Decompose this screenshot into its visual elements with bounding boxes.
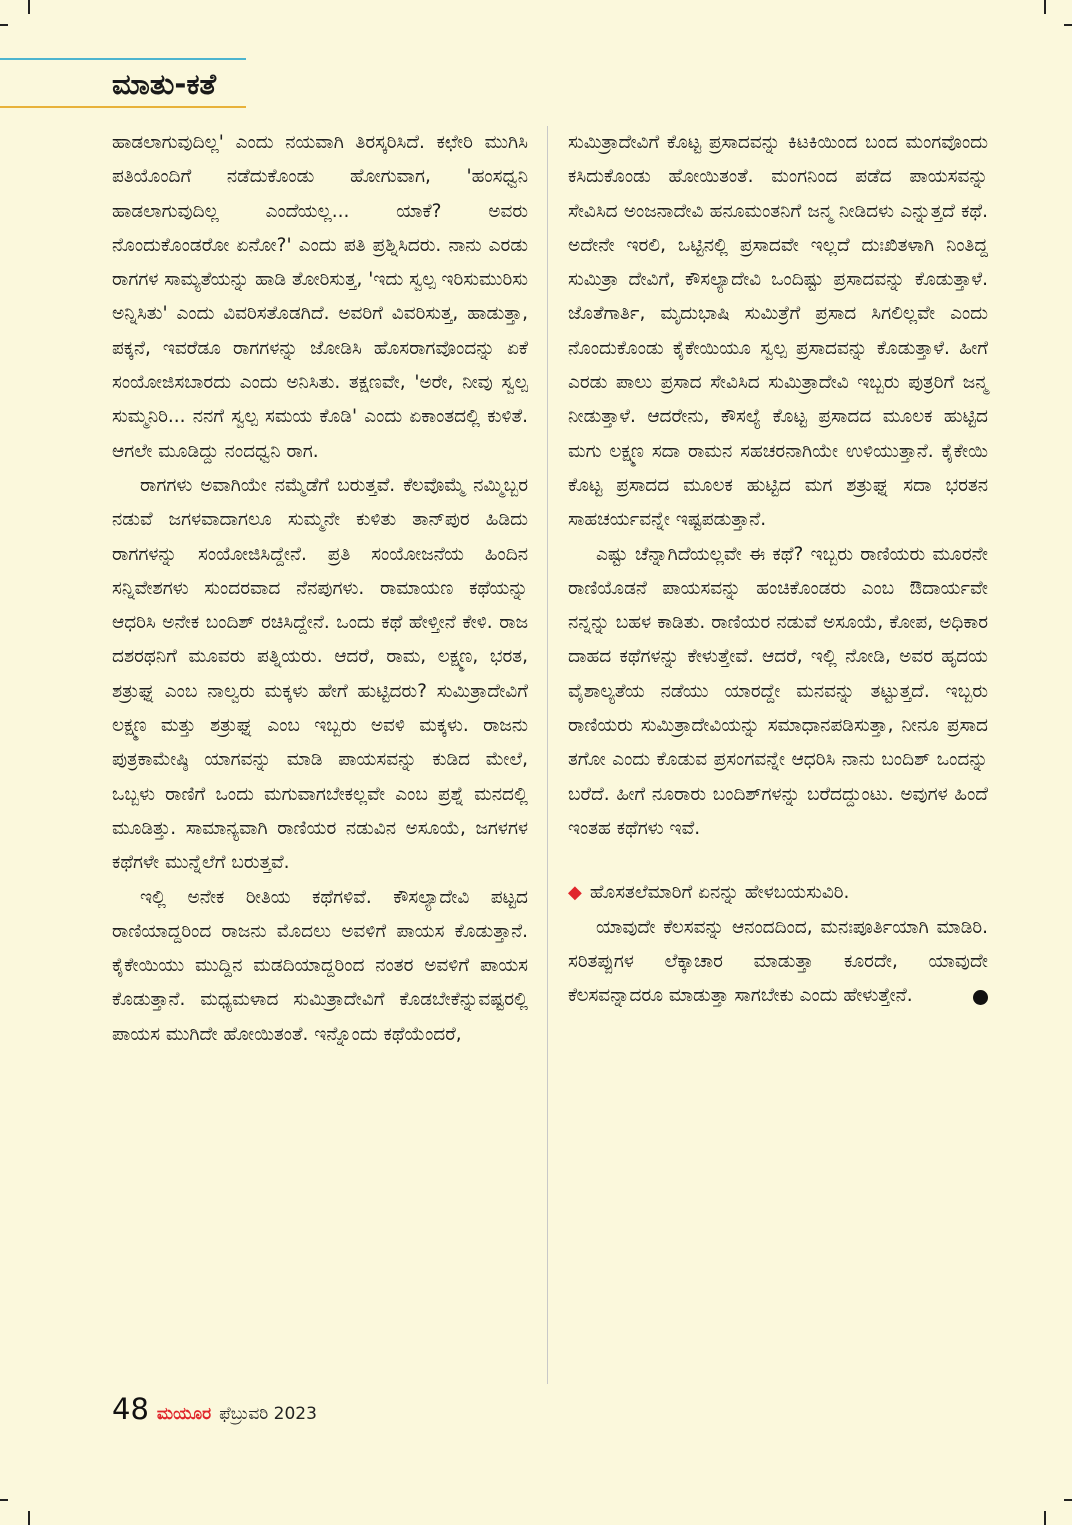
- interview-answer: [568, 911, 988, 1014]
- column-divider: [547, 126, 548, 1384]
- paragraph: ಎಷ್ಟು ಚೆನ್ನಾಗಿದೆಯಲ್ಲವೇ ಈ ಕಥೆ? ಇಬ್ಬರು ರಾಣಿಯರು ಮೂರನೇ ರಾಣಿಯೊಡನೆ ಪಾಯಸವನ್ನು ಹಂಚಿಕೊಂಡರು ಎಂಬ ಔದಾರ್ಯವೇ ನನ್ನನ್ನು ಬಹಳ ಕಾಡಿತು. ರಾಣಿಯರ ನಡುವೆ ಅಸೂಯೆ, ಕೋಪ, ಅಧಿಕಾರ ದಾಹದ ಕಥೆಗಳನ್ನು ಕೇಳುತ್ತೇವೆ. ಆದರೆ, ಇಲ್ಲಿ ನೋಡಿ, ಅವರ ಹೃದಯ ವೈಶಾಲ್ಯತೆಯ ನಡೆಯು ಯಾರದ್ದೇ ಮನವನ್ನು ತಟ್ಟುತ್ತದೆ. ಇಬ್ಬರು ರಾಣಿಯರು ಸುಮಿತ್ರಾದೇವಿಯನ್ನು ಸಮಾಧಾನಪಡಿಸುತ್ತಾ, ನೀನೂ ಪ್ರಸಾದ ತಗೋ ಎಂದು ಕೊಡುವ ಪ್ರಸಂಗವನ್ನೇ ಆಧರಿಸಿ ನಾನು ಬಂದಿಶ್ ಒಂದನ್ನು ಬರೆದೆ. ಹೀಗೆ ನೂರಾರು ಬಂದಿಶ್‌ಗಳನ್ನು ಬರೆದದ್ದುಂಟು. ಅವುಗಳ ಹಿಂದೆ ಇಂತಹ ಕಥೆಗಳು ಇವೆ.: [568, 543, 988, 839]
- header-top-rule: [0, 58, 246, 60]
- issue-date: ಫೆಬ್ರುವರಿ 2023: [219, 1404, 317, 1424]
- interview-question: [568, 876, 988, 910]
- crop-mark: [28, 1511, 30, 1525]
- crop-mark: [0, 1499, 8, 1501]
- crop-mark: [0, 24, 8, 26]
- answer-text: ಯಾವುದೇ ಕೆಲಸವನ್ನು ಆನಂದದಿಂದ, ಮನಃಪೂರ್ತಿಯಾಗಿ ಮಾಡಿರಿ. ಸರಿತಪ್ಪುಗಳ ಲೆಕ್ಕಾಚಾರ ಮಾಡುತ್ತಾ ಕೂರದೇ, ಯಾವುದೇ ಕೆಲಸವನ್ನಾದರೂ ಮಾಡುತ್ತಾ ಸಾಗಬೇಕು ಎಂದು ಹೇಳುತ್ತೇನೆ.: [568, 916, 988, 1007]
- magazine-logo: ಮಯೂರ: [156, 1404, 212, 1424]
- question-text: ಹೊಸತಲೆಮಾರಿಗೆ ಏನನ್ನು ಹೇಳಬಯಸುವಿರಿ.: [589, 882, 850, 904]
- page-number: 48: [112, 1392, 149, 1426]
- paragraph: ಇಲ್ಲಿ ಅನೇಕ ರೀತಿಯ ಕಥೆಗಳಿವೆ. ಕೌಸಲ್ಯಾದೇವಿ ಪಟ್ಟದ ರಾಣಿಯಾದ್ದರಿಂದ ರಾಜನು ಮೊದಲು ಅವಳಿಗೆ ಪಾಯಸ ಕೊಡುತ್ತಾನೆ. ಕೈಕೇಯಿಯು ಮುದ್ದಿನ ಮಡದಿಯಾದ್ದರಿಂದ ನಂತರ ಅವಳಿಗೆ ಪಾಯಸ ಕೊಡುತ್ತಾನೆ. ಮಧ್ಯಮಳಾದ ಸುಮಿತ್ರಾದೇವಿಗೆ ಕೊಡಬೇಕೆನ್ನುವಷ್ಟರಲ್ಲಿ ಪಾಯಸ ಮುಗಿದೇ ಹೋಯಿತಂತೆ. ಇನ್ನೊಂದು ಕಥೆಯೆಂದರೆ,: [112, 886, 528, 1045]
- crop-mark: [28, 0, 30, 14]
- paragraph: ಸುಮಿತ್ರಾದೇವಿಗೆ ಕೊಟ್ಟ ಪ್ರಸಾದವನ್ನು ಕಿಟಕಿಯಿಂದ ಬಂದ ಮಂಗವೊಂದು ಕಸಿದುಕೊಂಡು ಹೋಯಿತಂತೆ. ಮಂಗನಿಂದ ಪಡೆದ ಪಾಯಸವನ್ನು ಸೇವಿಸಿದ ಅಂಜನಾದೇವಿ ಹನೂಮಂತನಿಗೆ ಜನ್ಮ ನೀಡಿದಳು ಎನ್ನುತ್ತದೆ ಕಥೆ. ಅದೇನೇ ಇರಲಿ, ಒಟ್ಟಿನಲ್ಲಿ ಪ್ರಸಾದವೇ ಇಲ್ಲದೆ ದುಃಖಿತಳಾಗಿ ನಿಂತಿದ್ದ ಸುಮಿತ್ರಾ ದೇವಿಗೆ, ಕೌಸಲ್ಯಾದೇವಿ ಒಂದಿಷ್ಟು ಪ್ರಸಾದವನ್ನು ಕೊಡುತ್ತಾಳೆ. ಜೊತೆಗಾರ್ತಿ, ಮೃದುಭಾಷಿ ಸುಮಿತ್ರೆಗೆ ಪ್ರಸಾದ ಸಿಗಲಿಲ್ಲವೇ ಎಂದು ನೊಂದುಕೊಂಡು ಕೈಕೇಯಿಯೂ ಸ್ವಲ್ಪ ಪ್ರಸಾದವನ್ನು ಕೊಡುತ್ತಾಳೆ. ಹೀಗೆ ಎರಡು ಪಾಲು ಪ್ರಸಾದ ಸೇವಿಸಿದ ಸುಮಿತ್ರಾದೇವಿ ಇಬ್ಬರು ಪುತ್ರರಿಗೆ ಜನ್ಮ ನೀಡುತ್ತಾಳೆ. ಆದರೇನು, ಕೌಸಲ್ಯೆ ಕೊಟ್ಟ ಪ್ರಸಾದದ ಮೂಲಕ ಹುಟ್ಟಿದ ಮಗು ಲಕ್ಷ್ಮಣ ಸದಾ ರಾಮನ ಸಹಚರನಾಗಿಯೇ ಉಳಿಯುತ್ತಾನೆ. ಕೈಕೇಯಿ ಕೊಟ್ಟ ಪ್ರಸಾದದ ಮೂಲಕ ಹುಟ್ಟಿದ ಮಗ ಶತ್ರುಘ್ನ ಸದಾ ಭರತನ ಸಾಹಚರ್ಯವನ್ನೇ ಇಷ್ಟಪಡುತ್ತಾನೆ.: [568, 132, 988, 531]
- crop-mark: [1044, 0, 1046, 14]
- crop-mark: [1064, 24, 1072, 26]
- diamond-bullet-icon: ◆: [568, 882, 582, 904]
- section-title: ಮಾತು-ಕತೆ: [112, 67, 217, 101]
- crop-mark: [1064, 1499, 1072, 1501]
- header-bottom-rule: [0, 106, 246, 108]
- paragraph: ರಾಗಗಳು ಅವಾಗಿಯೇ ನಮ್ಮೆಡೆಗೆ ಬರುತ್ತವೆ. ಕೆಲವೊಮ್ಮೆ ನಮ್ಮಿಬ್ಬರ ನಡುವೆ ಜಗಳವಾದಾಗಲೂ ಸುಮ್ಮನೇ ಕುಳಿತು ತಾನ್‌ಪುರ ಹಿಡಿದು ರಾಗಗಳನ್ನು ಸಂಯೋಜಿಸಿದ್ದೇನೆ. ಪ್ರತಿ ಸಂಯೋಜನೆಯ ಹಿಂದಿನ ಸನ್ನಿವೇಶಗಳು ಸುಂದರವಾದ ನೆನಪುಗಳು. ರಾಮಾಯಣ ಕಥೆಯನ್ನು ಆಧರಿಸಿ ಅನೇಕ ಬಂದಿಶ್ ರಚಿಸಿದ್ದೇನೆ. ಒಂದು ಕಥೆ ಹೇಳ್ತೀನೆ ಕೇಳಿ. ರಾಜ ದಶರಥನಿಗೆ ಮೂವರು ಪತ್ನಿಯರು. ಆದರೆ, ರಾಮ, ಲಕ್ಷ್ಮಣ, ಭರತ, ಶತ್ರುಘ್ನ ಎಂಬ ನಾಲ್ವರು ಮಕ್ಕಳು ಹೇಗೆ ಹುಟ್ಟಿದರು? ಸುಮಿತ್ರಾದೇವಿಗೆ ಲಕ್ಷ್ಮಣ ಮತ್ತು ಶತ್ರುಘ್ನ ಎಂಬ ಇಬ್ಬರು ಅವಳಿ ಮಕ್ಕಳು. ರಾಜನು ಪುತ್ರಕಾಮೇಷ್ಠಿ ಯಾಗವನ್ನು ಮಾಡಿ ಪಾಯಸವನ್ನು ಕುಡಿದ ಮೇಲೆ, ಒಬ್ಬಳು ರಾಣಿಗೆ ಒಂದು ಮಗುವಾಗಬೇಕಲ್ಲವೇ ಎಂಬ ಪ್ರಶ್ನೆ ಮನದಲ್ಲಿ ಮೂಡಿತ್ತು. ಸಾಮಾನ್ಯವಾಗಿ ರಾಣಿಯರ ನಡುವಿನ ಅಸೂಯೆ, ಜಗಳಗಳ ಕಥೆಗಳೇ ಮುನ್ನೆಲೆಗೆ ಬರುತ್ತವೆ.: [112, 474, 528, 874]
- end-mark-icon: [973, 990, 988, 1005]
- page-footer: [112, 1392, 317, 1432]
- left-column: [112, 126, 528, 1052]
- right-column: [568, 126, 988, 1013]
- paragraph: ಹಾಡಲಾಗುವುದಿಲ್ಲ' ಎಂದು ನಯವಾಗಿ ತಿರಸ್ಕರಿಸಿದೆ. ಕಛೇರಿ ಮುಗಿಸಿ ಪತಿಯೊಂದಿಗೆ ನಡೆದುಕೊಂಡು ಹೋಗುವಾಗ, 'ಹಂಸಧ್ವನಿ ಹಾಡಲಾಗುವುದಿಲ್ಲ ಎಂದೆಯಲ್ಲ... ಯಾಕೆ? ಅವರು ನೊಂದುಕೊಂಡರೋ ಏನೋ?' ಎಂದು ಪತಿ ಪ್ರಶ್ನಿಸಿದರು. ನಾನು ಎರಡು ರಾಗಗಳ ಸಾಮ್ಯತೆಯನ್ನು ಹಾಡಿ ತೋರಿಸುತ್ತ, 'ಇದು ಸ್ವಲ್ಪ ಇರಿಸುಮುರಿಸು ಅನ್ನಿಸಿತು' ಎಂದು ವಿವರಿಸತೊಡಗಿದೆ. ಅವರಿಗೆ ವಿವರಿಸುತ್ತ, ಹಾಡುತ್ತಾ, ಪಕ್ಕನೆ, ಇವರೆಡೂ ರಾಗಗಳನ್ನು ಜೋಡಿಸಿ ಹೊಸರಾಗವೊಂದನ್ನು ಏಕೆ ಸಂಯೋಜಿಸಬಾರದು ಎಂದು ಅನಿಸಿತು. ತಕ್ಷಣವೇ, 'ಅರೇ, ನೀವು ಸ್ವಲ್ಪ ಸುಮ್ಮನಿರಿ... ನನಗೆ ಸ್ವಲ್ಪ ಸಮಯ ಕೊಡಿ' ಎಂದು ಏಕಾಂತದಲ್ಲಿ ಕುಳಿತೆ. ಆಗಲೇ ಮೂಡಿದ್ದು ನಂದಧ್ವನಿ ರಾಗ.: [112, 132, 528, 462]
- crop-mark: [1044, 1511, 1046, 1525]
